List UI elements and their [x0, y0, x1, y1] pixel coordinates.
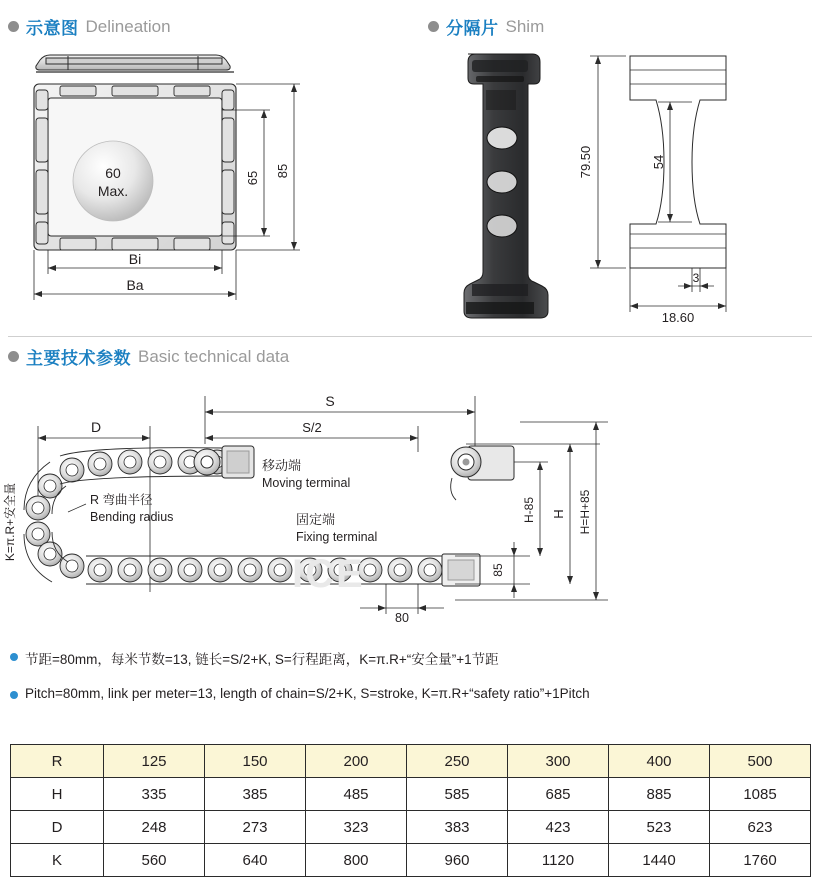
table-cell: 385 [205, 778, 306, 811]
label-s2: S/2 [302, 420, 322, 435]
delineation-drawing [8, 46, 338, 326]
bullet-icon [10, 653, 18, 661]
section-title-en: Shim [505, 16, 545, 36]
ball-label-max: Max. [97, 183, 129, 199]
section-title-cn: 示意图 [26, 19, 79, 38]
divider [8, 336, 812, 337]
ball-label-value: 60 [105, 165, 121, 181]
table-row [11, 778, 811, 811]
table-cell: 1760 [710, 844, 811, 877]
moving-terminal-cn: 移动端 [262, 458, 302, 473]
bullet-icon [8, 21, 19, 32]
table-header-row [11, 745, 811, 778]
label-k: K=π.R+安全量 [3, 482, 17, 562]
bullet-icon [428, 21, 439, 32]
bending-radius-en: Bending radius [90, 510, 174, 524]
table-cell: 273 [205, 811, 306, 844]
table-row-label: D [11, 811, 104, 844]
dim-85: 85 [275, 163, 290, 179]
table-row [11, 811, 811, 844]
table-cell: 323 [306, 811, 407, 844]
dim-79-50: 79.50 [578, 145, 593, 179]
section-header-delineation [8, 14, 171, 39]
dim-h-85: H-85 [522, 496, 536, 524]
section-title-en: Delineation [85, 16, 171, 36]
table-header-cell: 150 [205, 745, 306, 778]
section-header-shim [428, 14, 544, 39]
dim-3: 3 [692, 271, 700, 285]
section-title-cn: 分隔片 [446, 19, 499, 38]
table-header-cell: 250 [407, 745, 508, 778]
table-cell: 1120 [508, 844, 609, 877]
section-title-en: Basic technical data [138, 346, 290, 366]
table-cell: 585 [407, 778, 508, 811]
table-cell: 523 [609, 811, 710, 844]
table-cell: 800 [306, 844, 407, 877]
table-cell: 640 [205, 844, 306, 877]
table-cell: 248 [104, 811, 205, 844]
table-cell: 885 [609, 778, 710, 811]
table-row-label: K [11, 844, 104, 877]
section-header-basic [8, 344, 289, 369]
table-header-cell: R [11, 745, 104, 778]
dim-hf: H=H+85 [578, 489, 592, 535]
table-cell: 383 [407, 811, 508, 844]
bending-radius-cn: R 弯曲半径 [90, 493, 153, 507]
dim-bi: Bi [128, 251, 142, 267]
fixing-terminal-cn: 固定端 [296, 512, 336, 527]
dim-54: 54 [651, 154, 666, 170]
dim-85-basic: 85 [491, 563, 505, 577]
bullet-icon [10, 691, 18, 699]
note-cn [10, 648, 800, 668]
table-header-cell: 125 [104, 745, 205, 778]
table-cell: 335 [104, 778, 205, 811]
table-cell: 485 [306, 778, 407, 811]
fixing-terminal-en: Fixing terminal [296, 530, 378, 544]
dim-65: 65 [245, 170, 260, 186]
label-d: D [90, 419, 102, 435]
table-header-cell: 200 [306, 745, 407, 778]
section-title-cn: 主要技术参数 [26, 349, 131, 368]
table-cell: 1440 [609, 844, 710, 877]
note-en-text: Pitch=80mm, link per meter=13, length of chain=S/2+K, S=stroke, K=π.R+“safety ratio”+1Pitch [25, 686, 590, 701]
note-en [10, 686, 800, 701]
moving-terminal-en: Moving terminal [262, 476, 351, 490]
technical-data-table [10, 744, 811, 877]
dim-18-60: 18.60 [661, 310, 695, 325]
table-header-cell: 500 [710, 745, 811, 778]
table-cell: 623 [710, 811, 811, 844]
table-header-cell: 400 [609, 745, 710, 778]
shim-drawing [420, 46, 812, 332]
watermark: ICE [292, 552, 365, 596]
table-cell: 1085 [710, 778, 811, 811]
table-cell: 560 [104, 844, 205, 877]
table-cell: 423 [508, 811, 609, 844]
table-header-cell: 300 [508, 745, 609, 778]
table-cell: 960 [407, 844, 508, 877]
table-row [11, 844, 811, 877]
table-row-label: H [11, 778, 104, 811]
dim-h: H [551, 509, 566, 519]
label-s: S [325, 393, 335, 409]
bullet-icon [8, 351, 19, 362]
dim-ba: Ba [126, 277, 144, 293]
table-cell: 685 [508, 778, 609, 811]
dim-80: 80 [395, 611, 409, 625]
note-cn-text: 节距=80mm，每米节数=13, 链长=S/2+K, S=行程距离，K=π.R+“安全量”+1节距 [25, 652, 499, 667]
